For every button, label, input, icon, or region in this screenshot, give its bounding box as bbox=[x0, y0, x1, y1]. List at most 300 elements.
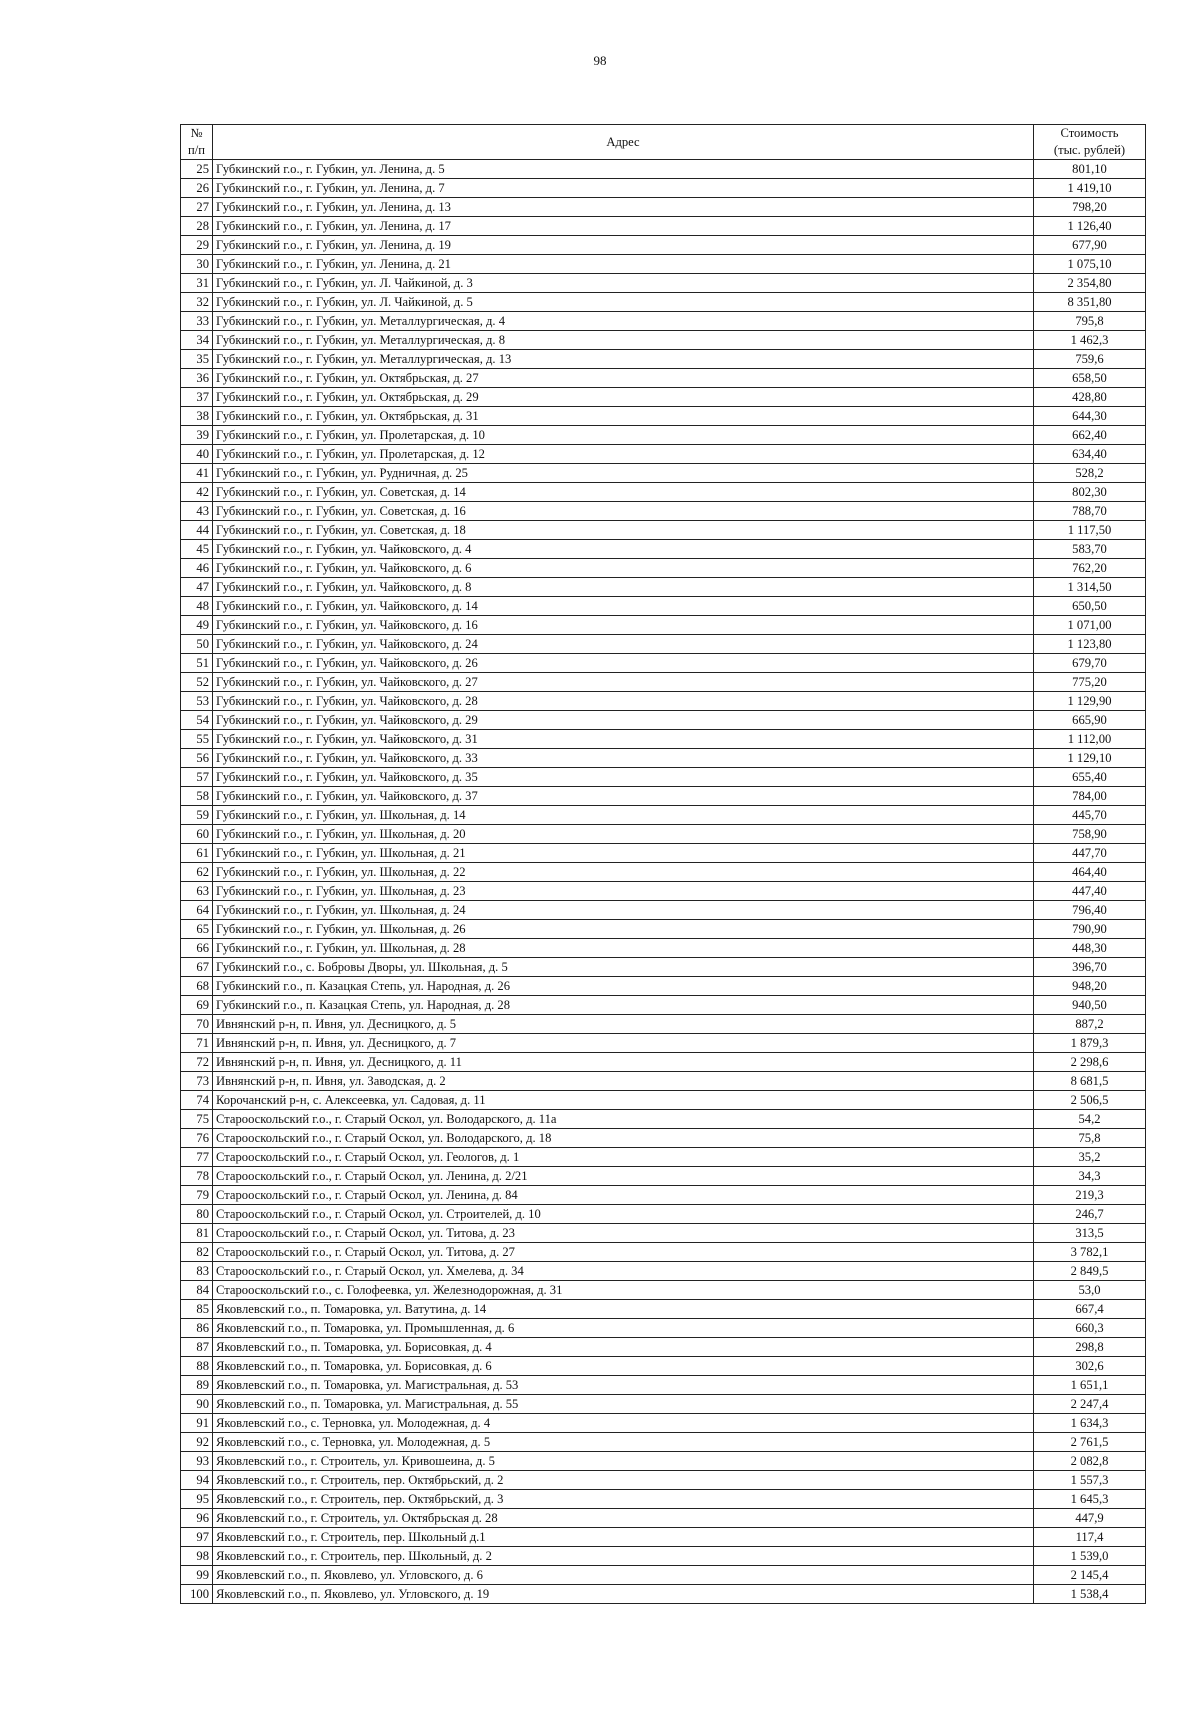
row-cost: 762,20 bbox=[1034, 559, 1146, 578]
row-cost: 1 071,00 bbox=[1034, 616, 1146, 635]
row-address: Губкинский г.о., г. Губкин, ул. Чайковского, д. 14 bbox=[213, 597, 1034, 616]
row-number: 70 bbox=[181, 1015, 213, 1034]
row-address: Губкинский г.о., г. Губкин, ул. Металлургическая, д. 4 bbox=[213, 312, 1034, 331]
table-row bbox=[181, 882, 1146, 901]
row-cost: 658,50 bbox=[1034, 369, 1146, 388]
table-row bbox=[181, 844, 1146, 863]
table-row bbox=[181, 1243, 1146, 1262]
row-address: Губкинский г.о., г. Губкин, ул. Советская, д. 14 bbox=[213, 483, 1034, 502]
row-cost: 940,50 bbox=[1034, 996, 1146, 1015]
row-address: Старооскольский г.о., г. Старый Оскол, ул. Титова, д. 27 bbox=[213, 1243, 1034, 1262]
row-address: Губкинский г.о., г. Губкин, ул. Чайковского, д. 35 bbox=[213, 768, 1034, 787]
row-cost: 1 651,1 bbox=[1034, 1376, 1146, 1395]
row-number: 94 bbox=[181, 1471, 213, 1490]
row-number: 36 bbox=[181, 369, 213, 388]
row-address: Яковлевский г.о., г. Строитель, ул. Октябрьская д. 28 bbox=[213, 1509, 1034, 1528]
row-address: Яковлевский г.о., п. Томаровка, ул. Магистральная, д. 53 bbox=[213, 1376, 1034, 1395]
row-number: 62 bbox=[181, 863, 213, 882]
row-cost: 634,40 bbox=[1034, 445, 1146, 464]
row-address: Старооскольский г.о., г. Старый Оскол, ул. Ленина, д. 2/21 bbox=[213, 1167, 1034, 1186]
row-cost: 302,6 bbox=[1034, 1357, 1146, 1376]
table-row bbox=[181, 673, 1146, 692]
row-number: 82 bbox=[181, 1243, 213, 1262]
row-cost: 1 539,0 bbox=[1034, 1547, 1146, 1566]
row-number: 78 bbox=[181, 1167, 213, 1186]
table-row bbox=[181, 996, 1146, 1015]
row-address: Губкинский г.о., г. Губкин, ул. Рудничная, д. 25 bbox=[213, 464, 1034, 483]
row-cost: 2 298,6 bbox=[1034, 1053, 1146, 1072]
row-number: 57 bbox=[181, 768, 213, 787]
row-address: Губкинский г.о., г. Губкин, ул. Пролетарская, д. 10 bbox=[213, 426, 1034, 445]
row-number: 42 bbox=[181, 483, 213, 502]
row-cost: 796,40 bbox=[1034, 901, 1146, 920]
row-number: 73 bbox=[181, 1072, 213, 1091]
row-address: Губкинский г.о., г. Губкин, ул. Металлургическая, д. 8 bbox=[213, 331, 1034, 350]
row-cost: 447,40 bbox=[1034, 882, 1146, 901]
table-row bbox=[181, 1338, 1146, 1357]
table-row bbox=[181, 502, 1146, 521]
row-number: 80 bbox=[181, 1205, 213, 1224]
table-row bbox=[181, 1110, 1146, 1129]
table-row bbox=[181, 1490, 1146, 1509]
table-row bbox=[181, 464, 1146, 483]
row-number: 30 bbox=[181, 255, 213, 274]
page-number: 98 bbox=[593, 53, 607, 68]
row-cost: 54,2 bbox=[1034, 1110, 1146, 1129]
table-row bbox=[181, 1167, 1146, 1186]
table-row bbox=[181, 1300, 1146, 1319]
row-address: Губкинский г.о., г. Губкин, ул. Октябрьская, д. 29 bbox=[213, 388, 1034, 407]
row-cost: 528,2 bbox=[1034, 464, 1146, 483]
row-cost: 775,20 bbox=[1034, 673, 1146, 692]
table-row bbox=[181, 559, 1146, 578]
row-address: Губкинский г.о., г. Губкин, ул. Чайковского, д. 8 bbox=[213, 578, 1034, 597]
table-row bbox=[181, 825, 1146, 844]
row-address: Корочанский р-н, с. Алексеевка, ул. Садовая, д. 11 bbox=[213, 1091, 1034, 1110]
row-cost: 655,40 bbox=[1034, 768, 1146, 787]
row-number: 41 bbox=[181, 464, 213, 483]
table-row bbox=[181, 1433, 1146, 1452]
row-number: 90 bbox=[181, 1395, 213, 1414]
row-cost: 650,50 bbox=[1034, 597, 1146, 616]
row-number: 39 bbox=[181, 426, 213, 445]
row-address: Губкинский г.о., г. Губкин, ул. Школьная, д. 23 bbox=[213, 882, 1034, 901]
row-number: 65 bbox=[181, 920, 213, 939]
row-number: 97 bbox=[181, 1528, 213, 1547]
row-number: 52 bbox=[181, 673, 213, 692]
row-cost: 660,3 bbox=[1034, 1319, 1146, 1338]
row-number: 91 bbox=[181, 1414, 213, 1433]
row-address: Губкинский г.о., г. Губкин, ул. Школьная, д. 28 bbox=[213, 939, 1034, 958]
row-number: 29 bbox=[181, 236, 213, 255]
row-address: Старооскольский г.о., г. Старый Оскол, ул. Ленина, д. 84 bbox=[213, 1186, 1034, 1205]
row-cost: 2 247,4 bbox=[1034, 1395, 1146, 1414]
row-number: 44 bbox=[181, 521, 213, 540]
row-number: 84 bbox=[181, 1281, 213, 1300]
row-address: Губкинский г.о., г. Губкин, ул. Ленина, д. 13 bbox=[213, 198, 1034, 217]
row-cost: 801,10 bbox=[1034, 160, 1146, 179]
row-cost: 117,4 bbox=[1034, 1528, 1146, 1547]
row-address: Яковлевский г.о., г. Строитель, пер. Школьный д.1 bbox=[213, 1528, 1034, 1547]
row-address: Губкинский г.о., г. Губкин, ул. Чайковского, д. 24 bbox=[213, 635, 1034, 654]
row-address: Старооскольский г.о., г. Старый Оскол, ул. Титова, д. 23 bbox=[213, 1224, 1034, 1243]
row-cost: 1 129,90 bbox=[1034, 692, 1146, 711]
row-cost: 1 419,10 bbox=[1034, 179, 1146, 198]
table-row bbox=[181, 654, 1146, 673]
row-cost: 1 645,3 bbox=[1034, 1490, 1146, 1509]
header-cost: Стоимость (тыс. рублей) bbox=[1034, 125, 1146, 160]
row-cost: 798,20 bbox=[1034, 198, 1146, 217]
table-row bbox=[181, 1357, 1146, 1376]
row-cost: 679,70 bbox=[1034, 654, 1146, 673]
row-cost: 313,5 bbox=[1034, 1224, 1146, 1243]
row-address: Старооскольский г.о., г. Старый Оскол, ул. Геологов, д. 1 bbox=[213, 1148, 1034, 1167]
table-row bbox=[181, 1072, 1146, 1091]
row-cost: 1 129,10 bbox=[1034, 749, 1146, 768]
table-row bbox=[181, 179, 1146, 198]
row-cost: 75,8 bbox=[1034, 1129, 1146, 1148]
table-row bbox=[181, 1452, 1146, 1471]
row-address: Старооскольский г.о., г. Старый Оскол, ул. Володарского, д. 18 bbox=[213, 1129, 1034, 1148]
table-row bbox=[181, 407, 1146, 426]
row-number: 49 bbox=[181, 616, 213, 635]
row-address: Губкинский г.о., г. Губкин, ул. Ленина, д. 19 bbox=[213, 236, 1034, 255]
table-row bbox=[181, 1319, 1146, 1338]
row-address: Яковлевский г.о., г. Строитель, пер. Октябрьский, д. 2 bbox=[213, 1471, 1034, 1490]
row-address: Губкинский г.о., г. Губкин, ул. Ленина, д. 21 bbox=[213, 255, 1034, 274]
row-cost: 34,3 bbox=[1034, 1167, 1146, 1186]
row-cost: 677,90 bbox=[1034, 236, 1146, 255]
row-address: Губкинский г.о., г. Губкин, ул. Школьная, д. 20 bbox=[213, 825, 1034, 844]
row-cost: 665,90 bbox=[1034, 711, 1146, 730]
row-number: 92 bbox=[181, 1433, 213, 1452]
row-number: 93 bbox=[181, 1452, 213, 1471]
table-row bbox=[181, 863, 1146, 882]
row-number: 77 bbox=[181, 1148, 213, 1167]
row-address: Яковлевский г.о., п. Томаровка, ул. Борисовкая, д. 6 bbox=[213, 1357, 1034, 1376]
table-row bbox=[181, 445, 1146, 464]
row-address: Ивнянский р-н, п. Ивня, ул. Десницкого, д. 5 bbox=[213, 1015, 1034, 1034]
table-row bbox=[181, 255, 1146, 274]
row-address: Старооскольский г.о., г. Старый Оскол, ул. Володарского, д. 11а bbox=[213, 1110, 1034, 1129]
row-number: 100 bbox=[181, 1585, 213, 1604]
table-row bbox=[181, 578, 1146, 597]
table-row bbox=[181, 1395, 1146, 1414]
table-row bbox=[181, 388, 1146, 407]
row-cost: 2 849,5 bbox=[1034, 1262, 1146, 1281]
row-address: Губкинский г.о., г. Губкин, ул. Школьная, д. 24 bbox=[213, 901, 1034, 920]
row-address: Губкинский г.о., г. Губкин, ул. Л. Чайкиной, д. 3 bbox=[213, 274, 1034, 293]
row-address: Губкинский г.о., г. Губкин, ул. Чайковского, д. 28 bbox=[213, 692, 1034, 711]
row-cost: 784,00 bbox=[1034, 787, 1146, 806]
table-row bbox=[181, 160, 1146, 179]
row-cost: 802,30 bbox=[1034, 483, 1146, 502]
table-row bbox=[181, 331, 1146, 350]
row-address: Губкинский г.о., п. Казацкая Степь, ул. Народная, д. 26 bbox=[213, 977, 1034, 996]
table-row bbox=[181, 198, 1146, 217]
row-cost: 8 351,80 bbox=[1034, 293, 1146, 312]
row-address: Яковлевский г.о., п. Томаровка, ул. Промышленная, д. 6 bbox=[213, 1319, 1034, 1338]
table-row bbox=[181, 521, 1146, 540]
row-address: Губкинский г.о., г. Губкин, ул. Чайковского, д. 26 bbox=[213, 654, 1034, 673]
row-cost: 246,7 bbox=[1034, 1205, 1146, 1224]
row-address: Губкинский г.о., г. Губкин, ул. Школьная, д. 26 bbox=[213, 920, 1034, 939]
table-row bbox=[181, 1034, 1146, 1053]
row-address: Губкинский г.о., г. Губкин, ул. Пролетарская, д. 12 bbox=[213, 445, 1034, 464]
row-number: 79 bbox=[181, 1186, 213, 1205]
table-row bbox=[181, 1262, 1146, 1281]
table-row bbox=[181, 692, 1146, 711]
row-number: 71 bbox=[181, 1034, 213, 1053]
row-cost: 428,80 bbox=[1034, 388, 1146, 407]
row-address: Губкинский г.о., г. Губкин, ул. Чайковского, д. 16 bbox=[213, 616, 1034, 635]
row-number: 63 bbox=[181, 882, 213, 901]
row-number: 35 bbox=[181, 350, 213, 369]
row-cost: 1 112,00 bbox=[1034, 730, 1146, 749]
table-row bbox=[181, 787, 1146, 806]
row-cost: 667,4 bbox=[1034, 1300, 1146, 1319]
row-cost: 1 314,50 bbox=[1034, 578, 1146, 597]
row-number: 28 bbox=[181, 217, 213, 236]
row-address: Яковлевский г.о., п. Яковлево, ул. Угловского, д. 19 bbox=[213, 1585, 1034, 1604]
row-address: Яковлевский г.о., г. Строитель, пер. Школьный, д. 2 bbox=[213, 1547, 1034, 1566]
row-address: Губкинский г.о., г. Губкин, ул. Чайковского, д. 31 bbox=[213, 730, 1034, 749]
table-row bbox=[181, 1376, 1146, 1395]
row-address: Губкинский г.о., г. Губкин, ул. Октябрьская, д. 31 bbox=[213, 407, 1034, 426]
row-cost: 447,9 bbox=[1034, 1509, 1146, 1528]
row-number: 72 bbox=[181, 1053, 213, 1072]
row-number: 55 bbox=[181, 730, 213, 749]
row-address: Губкинский г.о., г. Губкин, ул. Ленина, д. 17 bbox=[213, 217, 1034, 236]
row-cost: 396,70 bbox=[1034, 958, 1146, 977]
table-row bbox=[181, 274, 1146, 293]
table-row bbox=[181, 540, 1146, 559]
row-number: 31 bbox=[181, 274, 213, 293]
row-number: 54 bbox=[181, 711, 213, 730]
row-address: Старооскольский г.о., г. Старый Оскол, ул. Хмелева, д. 34 bbox=[213, 1262, 1034, 1281]
row-number: 68 bbox=[181, 977, 213, 996]
row-number: 25 bbox=[181, 160, 213, 179]
table-row bbox=[181, 977, 1146, 996]
row-cost: 1 557,3 bbox=[1034, 1471, 1146, 1490]
table-row bbox=[181, 730, 1146, 749]
table-row bbox=[181, 597, 1146, 616]
row-address: Яковлевский г.о., п. Томаровка, ул. Ватутина, д. 14 bbox=[213, 1300, 1034, 1319]
row-number: 45 bbox=[181, 540, 213, 559]
table-row bbox=[181, 350, 1146, 369]
row-address: Яковлевский г.о., п. Яковлево, ул. Угловского, д. 6 bbox=[213, 1566, 1034, 1585]
row-cost: 1 117,50 bbox=[1034, 521, 1146, 540]
table-row bbox=[181, 312, 1146, 331]
row-address: Губкинский г.о., г. Губкин, ул. Советская, д. 16 bbox=[213, 502, 1034, 521]
row-cost: 448,30 bbox=[1034, 939, 1146, 958]
row-cost: 1 126,40 bbox=[1034, 217, 1146, 236]
row-cost: 464,40 bbox=[1034, 863, 1146, 882]
row-cost: 948,20 bbox=[1034, 977, 1146, 996]
row-address: Губкинский г.о., г. Губкин, ул. Советская, д. 18 bbox=[213, 521, 1034, 540]
table-header-row bbox=[181, 125, 1146, 160]
row-number: 87 bbox=[181, 1338, 213, 1357]
row-number: 99 bbox=[181, 1566, 213, 1585]
row-cost: 644,30 bbox=[1034, 407, 1146, 426]
row-cost: 795,8 bbox=[1034, 312, 1146, 331]
row-number: 43 bbox=[181, 502, 213, 521]
table-row bbox=[181, 806, 1146, 825]
row-address: Губкинский г.о., г. Губкин, ул. Металлургическая, д. 13 bbox=[213, 350, 1034, 369]
row-number: 46 bbox=[181, 559, 213, 578]
row-cost: 1 879,3 bbox=[1034, 1034, 1146, 1053]
table-row bbox=[181, 749, 1146, 768]
row-cost: 1 462,3 bbox=[1034, 331, 1146, 350]
row-address: Старооскольский г.о., г. Старый Оскол, ул. Строителей, д. 10 bbox=[213, 1205, 1034, 1224]
table-row bbox=[181, 920, 1146, 939]
row-address: Ивнянский р-н, п. Ивня, ул. Заводская, д. 2 bbox=[213, 1072, 1034, 1091]
row-address: Губкинский г.о., г. Губкин, ул. Школьная, д. 22 bbox=[213, 863, 1034, 882]
row-number: 47 bbox=[181, 578, 213, 597]
row-cost: 788,70 bbox=[1034, 502, 1146, 521]
row-number: 58 bbox=[181, 787, 213, 806]
row-cost: 35,2 bbox=[1034, 1148, 1146, 1167]
row-number: 75 bbox=[181, 1110, 213, 1129]
table-row bbox=[181, 483, 1146, 502]
row-number: 89 bbox=[181, 1376, 213, 1395]
table-row bbox=[181, 1509, 1146, 1528]
row-number: 32 bbox=[181, 293, 213, 312]
header-address: Адрес bbox=[213, 125, 1034, 160]
row-cost: 887,2 bbox=[1034, 1015, 1146, 1034]
row-number: 60 bbox=[181, 825, 213, 844]
row-address: Губкинский г.о., г. Губкин, ул. Чайковского, д. 6 bbox=[213, 559, 1034, 578]
row-number: 34 bbox=[181, 331, 213, 350]
row-cost: 219,3 bbox=[1034, 1186, 1146, 1205]
row-cost: 1 538,4 bbox=[1034, 1585, 1146, 1604]
row-address: Губкинский г.о., г. Губкин, ул. Ленина, д. 7 bbox=[213, 179, 1034, 198]
row-address: Старооскольский г.о., с. Голофеевка, ул. Железнодорожная, д. 31 bbox=[213, 1281, 1034, 1300]
table-row bbox=[181, 217, 1146, 236]
row-address: Яковлевский г.о., г. Строитель, пер. Октябрьский, д. 3 bbox=[213, 1490, 1034, 1509]
table-row bbox=[181, 635, 1146, 654]
row-number: 27 bbox=[181, 198, 213, 217]
row-address: Губкинский г.о., г. Губкин, ул. Чайковского, д. 27 bbox=[213, 673, 1034, 692]
table-row bbox=[181, 1091, 1146, 1110]
row-number: 50 bbox=[181, 635, 213, 654]
header-number: № п/п bbox=[181, 125, 213, 160]
table-row bbox=[181, 939, 1146, 958]
row-address: Ивнянский р-н, п. Ивня, ул. Десницкого, д. 7 bbox=[213, 1034, 1034, 1053]
row-cost: 447,70 bbox=[1034, 844, 1146, 863]
row-number: 74 bbox=[181, 1091, 213, 1110]
row-number: 96 bbox=[181, 1509, 213, 1528]
table-row bbox=[181, 1585, 1146, 1604]
table-body bbox=[181, 160, 1146, 1604]
row-address: Губкинский г.о., г. Губкин, ул. Школьная, д. 21 bbox=[213, 844, 1034, 863]
table-row bbox=[181, 1547, 1146, 1566]
row-number: 26 bbox=[181, 179, 213, 198]
table-row bbox=[181, 1528, 1146, 1547]
table-row bbox=[181, 1566, 1146, 1585]
row-address: Губкинский г.о., г. Губкин, ул. Октябрьская, д. 27 bbox=[213, 369, 1034, 388]
table-row bbox=[181, 1471, 1146, 1490]
row-address: Губкинский г.о., г. Губкин, ул. Чайковского, д. 37 bbox=[213, 787, 1034, 806]
row-number: 67 bbox=[181, 958, 213, 977]
row-address: Губкинский г.о., п. Казацкая Степь, ул. Народная, д. 28 bbox=[213, 996, 1034, 1015]
table-row bbox=[181, 1129, 1146, 1148]
row-address: Губкинский г.о., г. Губкин, ул. Чайковского, д. 29 bbox=[213, 711, 1034, 730]
row-address: Яковлевский г.о., с. Терновка, ул. Молодежная, д. 4 bbox=[213, 1414, 1034, 1433]
row-cost: 759,6 bbox=[1034, 350, 1146, 369]
row-address: Губкинский г.о., г. Губкин, ул. Ленина, д. 5 bbox=[213, 160, 1034, 179]
row-cost: 445,70 bbox=[1034, 806, 1146, 825]
row-cost: 758,90 bbox=[1034, 825, 1146, 844]
address-cost-table bbox=[180, 124, 1146, 1604]
table-row bbox=[181, 1186, 1146, 1205]
table-row bbox=[181, 958, 1146, 977]
table-row bbox=[181, 1414, 1146, 1433]
row-address: Яковлевский г.о., п. Томаровка, ул. Борисовкая, д. 4 bbox=[213, 1338, 1034, 1357]
row-cost: 583,70 bbox=[1034, 540, 1146, 559]
row-cost: 2 506,5 bbox=[1034, 1091, 1146, 1110]
row-address: Губкинский г.о., с. Бобровы Дворы, ул. Школьная, д. 5 bbox=[213, 958, 1034, 977]
row-cost: 3 782,1 bbox=[1034, 1243, 1146, 1262]
row-number: 86 bbox=[181, 1319, 213, 1338]
table-row bbox=[181, 236, 1146, 255]
table-row bbox=[181, 616, 1146, 635]
row-number: 76 bbox=[181, 1129, 213, 1148]
row-cost: 2 761,5 bbox=[1034, 1433, 1146, 1452]
row-number: 38 bbox=[181, 407, 213, 426]
row-address: Яковлевский г.о., г. Строитель, ул. Кривошеина, д. 5 bbox=[213, 1452, 1034, 1471]
table-row bbox=[181, 426, 1146, 445]
row-address: Губкинский г.о., г. Губкин, ул. Чайковского, д. 4 bbox=[213, 540, 1034, 559]
row-cost: 53,0 bbox=[1034, 1281, 1146, 1300]
row-number: 98 bbox=[181, 1547, 213, 1566]
row-cost: 1 075,10 bbox=[1034, 255, 1146, 274]
row-address: Яковлевский г.о., с. Терновка, ул. Молодежная, д. 5 bbox=[213, 1433, 1034, 1452]
row-number: 88 bbox=[181, 1357, 213, 1376]
row-cost: 2 354,80 bbox=[1034, 274, 1146, 293]
table-row bbox=[181, 768, 1146, 787]
table-row bbox=[181, 1281, 1146, 1300]
row-cost: 8 681,5 bbox=[1034, 1072, 1146, 1091]
table-row bbox=[181, 1053, 1146, 1072]
row-number: 66 bbox=[181, 939, 213, 958]
row-number: 56 bbox=[181, 749, 213, 768]
table-row bbox=[181, 1224, 1146, 1243]
table-row bbox=[181, 1148, 1146, 1167]
row-number: 95 bbox=[181, 1490, 213, 1509]
row-cost: 2 145,4 bbox=[1034, 1566, 1146, 1585]
row-address: Яковлевский г.о., п. Томаровка, ул. Магистральная, д. 55 bbox=[213, 1395, 1034, 1414]
table-row bbox=[181, 711, 1146, 730]
row-cost: 790,90 bbox=[1034, 920, 1146, 939]
row-number: 85 bbox=[181, 1300, 213, 1319]
row-number: 83 bbox=[181, 1262, 213, 1281]
row-number: 53 bbox=[181, 692, 213, 711]
row-number: 48 bbox=[181, 597, 213, 616]
row-cost: 662,40 bbox=[1034, 426, 1146, 445]
table-row bbox=[181, 369, 1146, 388]
row-number: 81 bbox=[181, 1224, 213, 1243]
row-address: Губкинский г.о., г. Губкин, ул. Школьная, д. 14 bbox=[213, 806, 1034, 825]
row-number: 59 bbox=[181, 806, 213, 825]
row-address: Ивнянский р-н, п. Ивня, ул. Десницкого, д. 11 bbox=[213, 1053, 1034, 1072]
row-number: 33 bbox=[181, 312, 213, 331]
table-row bbox=[181, 901, 1146, 920]
table-row bbox=[181, 1015, 1146, 1034]
row-number: 51 bbox=[181, 654, 213, 673]
table-row bbox=[181, 293, 1146, 312]
table-row bbox=[181, 1205, 1146, 1224]
